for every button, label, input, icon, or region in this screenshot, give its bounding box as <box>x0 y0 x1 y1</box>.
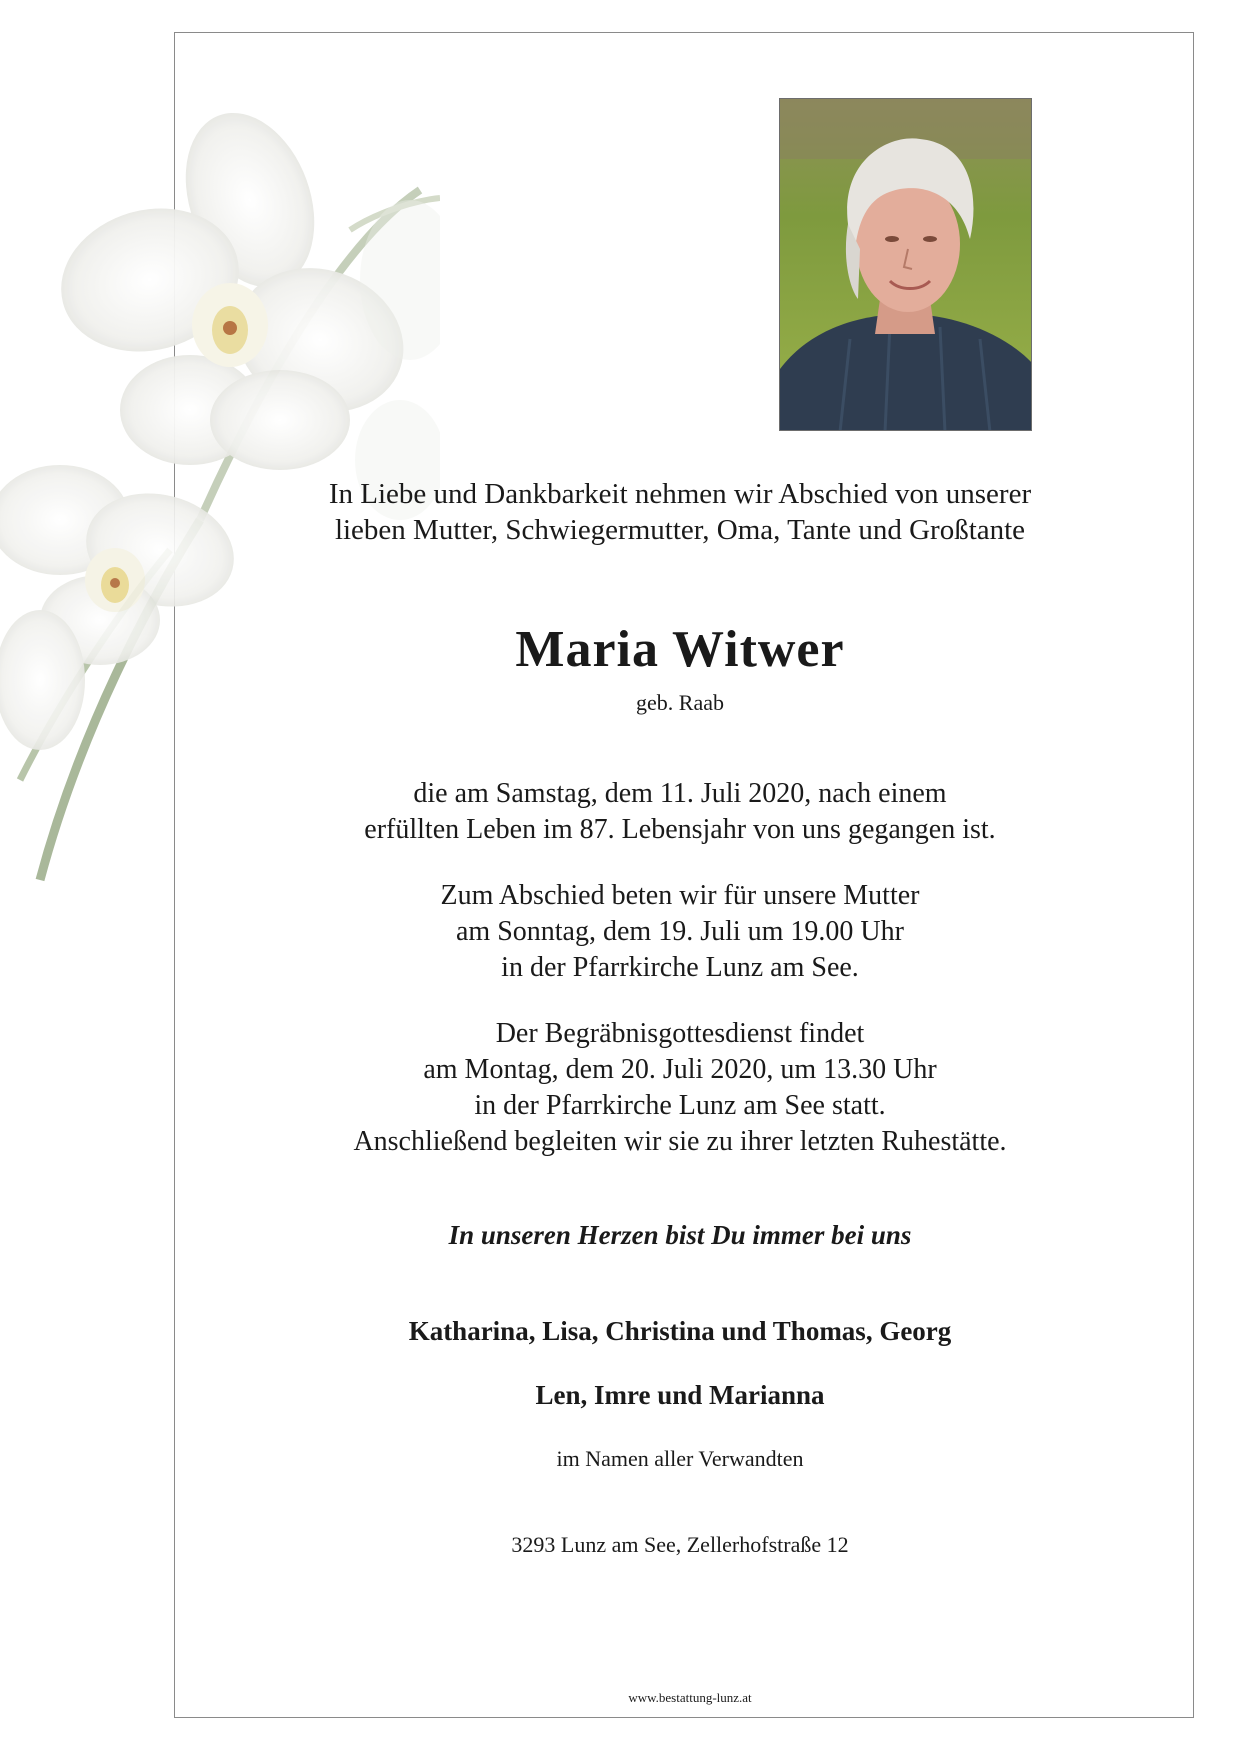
funeral-line: Anschließend begleiten wir sie zu ihrer letzten Ruhestätte. <box>353 1126 1007 1157</box>
death-notice <box>260 776 1100 848</box>
prayer-line: in der Pfarrkirche Lunz am See. <box>501 952 859 983</box>
address: 3293 Lunz am See, Zellerhofstraße 12 <box>511 1532 849 1557</box>
funeral-notice <box>260 1016 1100 1160</box>
intro-line: In Liebe und Dankbarkeit nehmen wir Abschied von unserer <box>328 478 1032 510</box>
family-names-second: Len, Imre und Marianna <box>535 1380 825 1410</box>
portrait-photo <box>779 98 1032 431</box>
prayer-line: am Sonntag, dem 19. Juli um 19.00 Uhr <box>456 916 904 947</box>
death-notice-line: erfüllten Leben im 87. Lebensjahr von uns gegangen ist. <box>364 814 996 845</box>
website-link[interactable]: www.bestattung-lunz.at <box>628 1690 752 1705</box>
funeral-line: in der Pfarrkirche Lunz am See statt. <box>474 1090 886 1121</box>
prayer-line: Zum Abschied beten wir für unsere Mutter <box>440 880 920 911</box>
intro-line: lieben Mutter, Schwiegermutter, Oma, Tante und Großtante <box>334 514 1026 546</box>
funeral-line: Der Begräbnisgottesdienst findet <box>495 1018 865 1049</box>
relatives-note: im Namen aller Verwandten <box>556 1446 804 1471</box>
death-notice-line: die am Samstag, dem 11. Juli 2020, nach einem <box>413 778 947 809</box>
intro-text <box>260 476 1100 548</box>
funeral-line: am Montag, dem 20. Juli 2020, um 13.30 Uhr <box>423 1054 937 1085</box>
family-names: Katharina, Lisa, Christina und Thomas, Georg <box>408 1316 952 1346</box>
deceased-name: Maria Witwer <box>515 621 845 678</box>
prayer-notice <box>260 878 1100 986</box>
motto: In unseren Herzen bist Du immer bei uns <box>448 1220 912 1250</box>
maiden-name: geb. Raab <box>636 690 724 715</box>
